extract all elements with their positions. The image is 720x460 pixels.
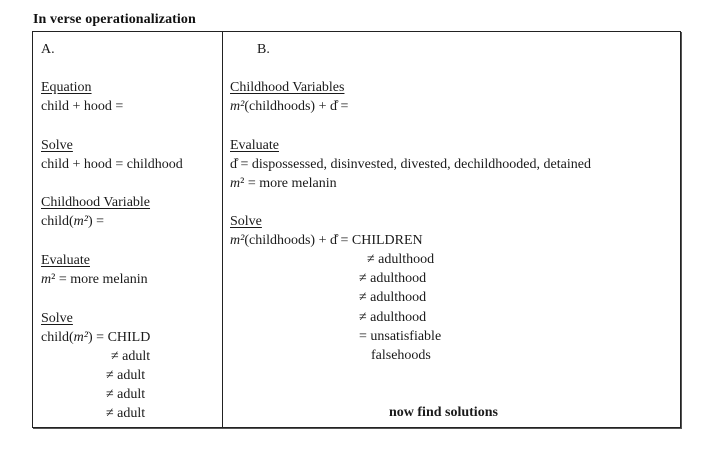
math-sq: ² [240, 233, 245, 248]
section-heading: Solve [41, 138, 73, 153]
section-line: ≠ adult [106, 387, 146, 402]
math-sq: ² [83, 214, 88, 229]
math-sq: ² [240, 176, 245, 191]
section-heading: Evaluate [41, 253, 90, 268]
section-heading: Solve [230, 214, 262, 229]
section-line: d̊ = dispossessed, disinvested, divested, dechildhooded, detained [230, 157, 591, 172]
text: ( [69, 214, 74, 229]
text: child [41, 214, 69, 229]
math-m: m [230, 233, 241, 248]
document-title: In verse operationalization [33, 12, 196, 27]
math-m: m [41, 272, 52, 287]
section-line [41, 272, 148, 288]
column-b [223, 32, 680, 427]
section-line: child + hood = [41, 99, 124, 114]
section-line [230, 176, 337, 192]
text: ( [69, 330, 74, 345]
column-a [33, 32, 222, 427]
text: = [92, 214, 105, 229]
text: (childhoods) + d̊ = CHILDREN [244, 233, 423, 248]
section-line: = unsatisfiable [359, 329, 442, 344]
section-line: ≠ adult [106, 406, 146, 421]
text: ) [88, 214, 93, 229]
math-m: m [73, 330, 84, 345]
math-sq: ² [83, 330, 88, 345]
section-heading: Solve [41, 311, 73, 326]
operationalization-table [32, 31, 681, 428]
section-heading: Childhood Variable [41, 195, 151, 210]
section-line: ≠ adulthood [367, 252, 435, 267]
footer-note: now find solutions [389, 405, 498, 420]
text: = more melanin [55, 272, 148, 287]
section-line: ≠ adulthood [359, 271, 427, 286]
section-line [230, 233, 423, 249]
text: = CHILD [92, 330, 151, 345]
text: = more melanin [244, 176, 337, 191]
section-heading: Equation [41, 80, 92, 95]
math-sq: ² [240, 99, 245, 114]
section-line [41, 330, 150, 346]
math-m: m [73, 214, 84, 229]
math-m: m [230, 99, 241, 114]
section-line: ≠ adult [111, 349, 151, 364]
section-line: ≠ adulthood [359, 310, 427, 325]
section-heading: Childhood Variables [230, 80, 345, 95]
text: (childhoods) + d̊ = [244, 99, 349, 114]
section-line [230, 99, 348, 115]
column-a-label: A. [41, 42, 55, 57]
section-line: ≠ adult [106, 368, 146, 383]
math-sq: ² [51, 272, 56, 287]
section-line: child + hood = childhood [41, 157, 183, 172]
section-line [41, 214, 104, 230]
math-m: m [230, 176, 241, 191]
column-b-label: B. [257, 42, 270, 57]
section-line: falsehoods [371, 348, 431, 363]
text: ) [88, 330, 93, 345]
section-line: ≠ adulthood [359, 290, 427, 305]
section-heading: Evaluate [230, 138, 279, 153]
text: child [41, 330, 69, 345]
